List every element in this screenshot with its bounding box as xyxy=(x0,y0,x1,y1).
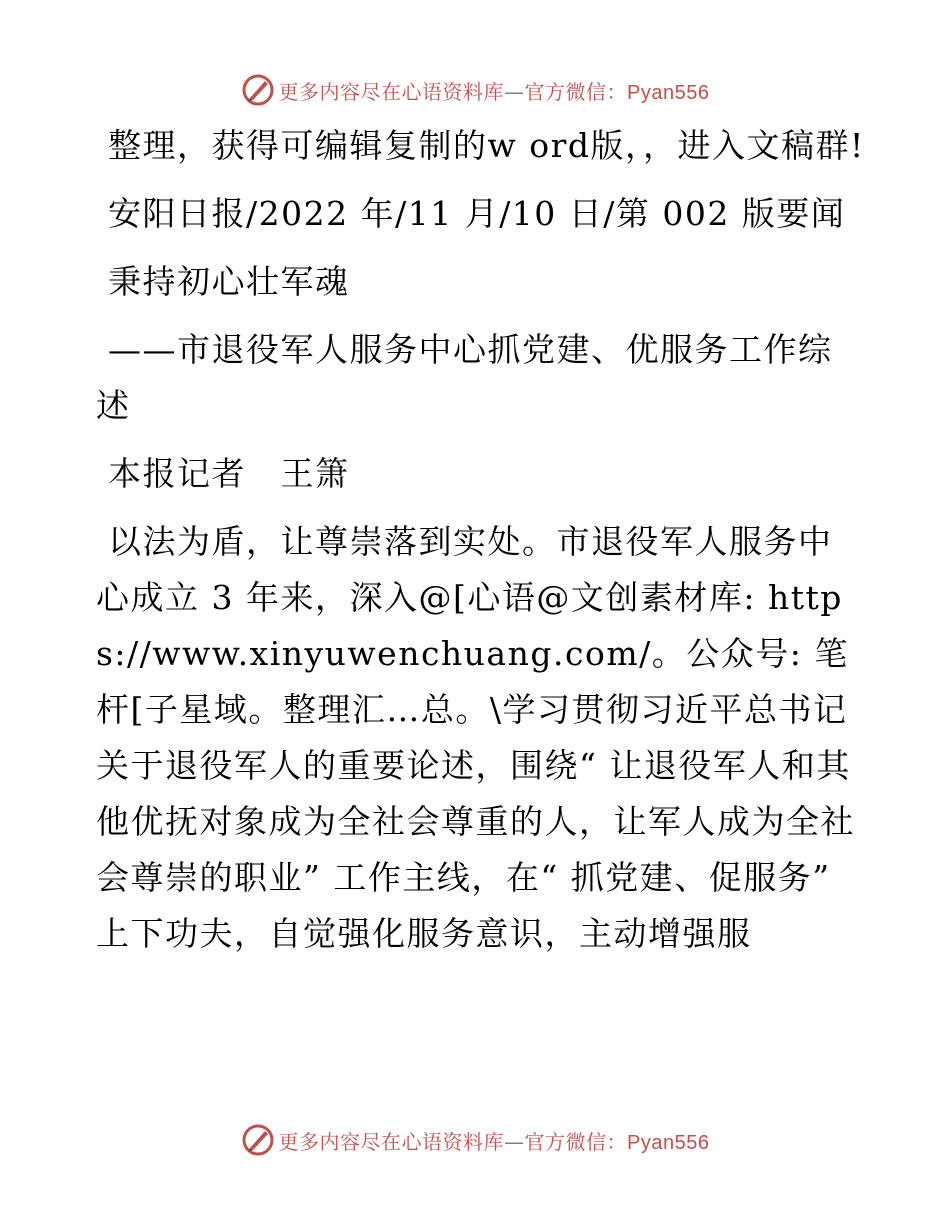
quill-logo-icon xyxy=(241,73,275,107)
watermark-official-text: 官方微信： xyxy=(524,1129,628,1154)
document-body xyxy=(96,118,866,974)
article-title: 秉持初心壮军魂 xyxy=(108,262,350,301)
watermark-site-text: 更多内容尽在心语资料库 xyxy=(278,1129,505,1154)
body-paragraph: 以法为盾，让尊崇落到实处。市退役军人服务中心成立 3 年来，深入@[心语@文创素材库: https://www.xinyuwenchuang.com/。公众号: 笔杆[子星域。整理汇…总。\学习贯彻习近平总书记关于退役军人的重要论述，围绕“ 让退役军人和其他优抚对象成为全社会尊重的人，让军人成为全社会尊崇的职业” 工作主线，在“ 抓党建、促服务” 上下功夫，自觉强化服务意识，主动增强服 xyxy=(96,522,855,953)
watermark-dash: — xyxy=(504,1129,525,1154)
intro-paragraph: 整理，获得可编辑复制的w ord版，，进入文稿群! xyxy=(108,126,865,165)
watermark-handle: Pyan556 xyxy=(627,1131,710,1154)
article-subtitle: ——市退役军人服务中心抓党建、优服务工作综述 xyxy=(96,330,833,425)
source-line: 安阳日报/2022 年/11 月/10 日/第 002 版要闻 xyxy=(108,194,846,233)
footer-watermark xyxy=(0,1120,950,1160)
watermark-text xyxy=(279,76,710,105)
watermark-text xyxy=(279,1126,710,1155)
byline: 本报记者 王箫 xyxy=(108,454,350,493)
watermark-handle: Pyan556 xyxy=(627,81,710,104)
quill-logo-icon xyxy=(241,1123,275,1157)
watermark-dash: — xyxy=(504,79,525,104)
header-watermark xyxy=(0,70,950,110)
watermark-official-text: 官方微信： xyxy=(524,79,628,104)
watermark-site-text: 更多内容尽在心语资料库 xyxy=(278,79,505,104)
